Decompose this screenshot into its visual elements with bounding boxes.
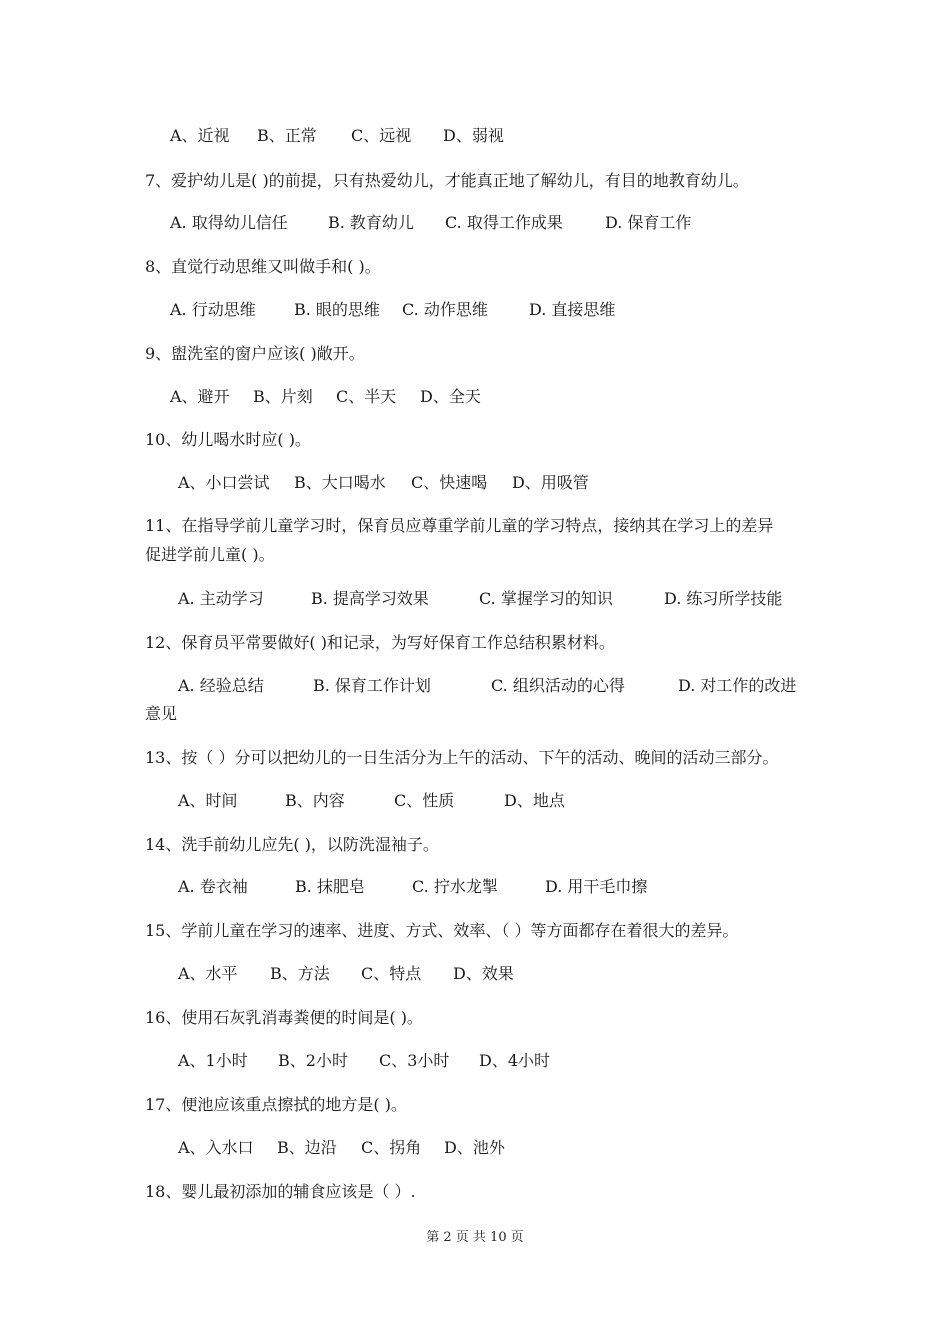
q16-stem: 16、使用石灰乳消毒粪便的时间是( )。 — [145, 1008, 423, 1027]
q6-option-b: B、正常 — [257, 126, 317, 145]
q14-stem: 14、洗手前幼儿应先( )，以防洗湿袖子。 — [145, 835, 439, 854]
q14-option-d: D. 用干毛巾擦 — [545, 877, 648, 896]
page-number-footer: 第 2 页 共 10 页 — [426, 1230, 524, 1245]
q9-stem: 9、盥洗室的窗户应该( )敞开。 — [145, 344, 365, 363]
q8-options — [170, 300, 615, 320]
q15-option-d: D、效果 — [453, 964, 514, 983]
q7-option-b: B. 教育幼儿 — [328, 213, 414, 232]
q12-option-c: C. 组织活动的心得 — [491, 676, 625, 695]
q8-stem: 8、直觉行动思维又叫做手和( )。 — [145, 257, 381, 276]
q11-options — [178, 589, 782, 609]
q16-option-b: B、2小时 — [278, 1051, 348, 1070]
q7-option-a: A. 取得幼儿信任 — [170, 213, 288, 232]
q18-stem: 18、婴儿最初添加的辅食应该是（ ）. — [145, 1182, 416, 1201]
q16-option-a: A、1小时 — [178, 1051, 248, 1070]
q8-option-a: A. 行动思维 — [170, 300, 256, 319]
q10-option-d: D、用吸管 — [512, 473, 589, 492]
q6-option-c: C、远视 — [351, 126, 412, 145]
q11-option-b: B. 提高学习效果 — [311, 589, 429, 608]
q14-option-a: A. 卷衣袖 — [178, 877, 248, 896]
q15-option-c: C、特点 — [361, 964, 422, 983]
q13-option-b: B、内容 — [285, 791, 345, 810]
q10-option-a: A、小口尝试 — [178, 473, 270, 492]
q9-option-d: D、全天 — [420, 387, 481, 406]
q6-options — [170, 126, 504, 146]
q17-option-b: B、边沿 — [277, 1138, 337, 1157]
q15-option-a: A、水平 — [178, 964, 238, 983]
q7-option-c: C. 取得工作成果 — [445, 213, 563, 232]
q12-stem: 12、保育员平常要做好( )和记录，为写好保育工作总结积累材料。 — [145, 633, 615, 652]
q7-stem: 7、爱护幼儿是( )的前提，只有热爱幼儿，才能真正地了解幼儿，有目的地教育幼儿。 — [145, 171, 749, 190]
q8-option-b: B. 眼的思维 — [294, 300, 380, 319]
q11-option-d: D. 练习所学技能 — [664, 589, 783, 608]
q16-option-d: D、4小时 — [479, 1051, 551, 1070]
q13-option-a: A、时间 — [178, 791, 238, 810]
q13-options — [178, 791, 565, 811]
q11-option-a: A. 主动学习 — [178, 589, 264, 608]
q10-stem: 10、幼儿喝水时应( )。 — [145, 430, 311, 449]
q9-option-a: A、避开 — [170, 387, 230, 406]
q14-option-c: C. 拧水龙掣 — [412, 877, 498, 896]
q8-option-c: C. 动作思维 — [402, 300, 488, 319]
q6-option-d: D、弱视 — [443, 126, 504, 145]
q16-options — [178, 1051, 550, 1071]
q15-stem: 15、学前儿童在学习的速率、进度、方式、效率、（ ）等方面都存在着很大的差异。 — [145, 921, 739, 940]
q9-option-b: B、片刻 — [253, 387, 313, 406]
q15-options — [178, 964, 514, 984]
q17-option-c: C、拐角 — [361, 1138, 422, 1157]
q13-stem: 13、按（ ）分可以把幼儿的一日生活分为上午的活动、下午的活动、晚间的活动三部分。 — [145, 748, 779, 767]
q11-stem-line1: 11、在指导学前儿童学习时，保育员应尊重学前儿童的学习特点，接纳其在学习上的差异 — [145, 516, 774, 535]
q17-option-a: A、入水口 — [178, 1138, 254, 1157]
q10-option-c: C、快速喝 — [411, 473, 488, 492]
q14-options — [178, 877, 647, 897]
q13-option-d: D、地点 — [504, 791, 565, 810]
q12-option-a: A. 经验总结 — [178, 676, 264, 695]
q9-options — [170, 387, 481, 407]
q11-stem-line2: 促进学前儿童( )。 — [145, 545, 275, 564]
q17-stem: 17、便池应该重点擦拭的地方是( )。 — [145, 1095, 407, 1114]
q7-option-d: D. 保育工作 — [605, 213, 692, 232]
q15-option-b: B、方法 — [270, 964, 330, 983]
q17-options — [178, 1138, 505, 1158]
q12-option-b: B. 保育工作计划 — [313, 676, 431, 695]
q12-options — [178, 676, 796, 696]
q11-option-c: C. 掌握学习的知识 — [479, 589, 613, 608]
q12-options-wrap: 意见 — [145, 704, 178, 723]
q14-option-b: B. 抹肥皂 — [295, 877, 365, 896]
q12-option-d: D. 对工作的改进 — [678, 676, 797, 695]
q17-option-d: D、池外 — [444, 1138, 505, 1157]
q10-option-b: B、大口喝水 — [294, 473, 386, 492]
q13-option-c: C、性质 — [394, 791, 455, 810]
q16-option-c: C、3小时 — [379, 1051, 450, 1070]
q8-option-d: D. 直接思维 — [529, 300, 616, 319]
q6-option-a: A、近视 — [170, 126, 230, 145]
q10-options — [178, 473, 589, 493]
q7-options — [170, 213, 691, 233]
q9-option-c: C、半天 — [336, 387, 397, 406]
